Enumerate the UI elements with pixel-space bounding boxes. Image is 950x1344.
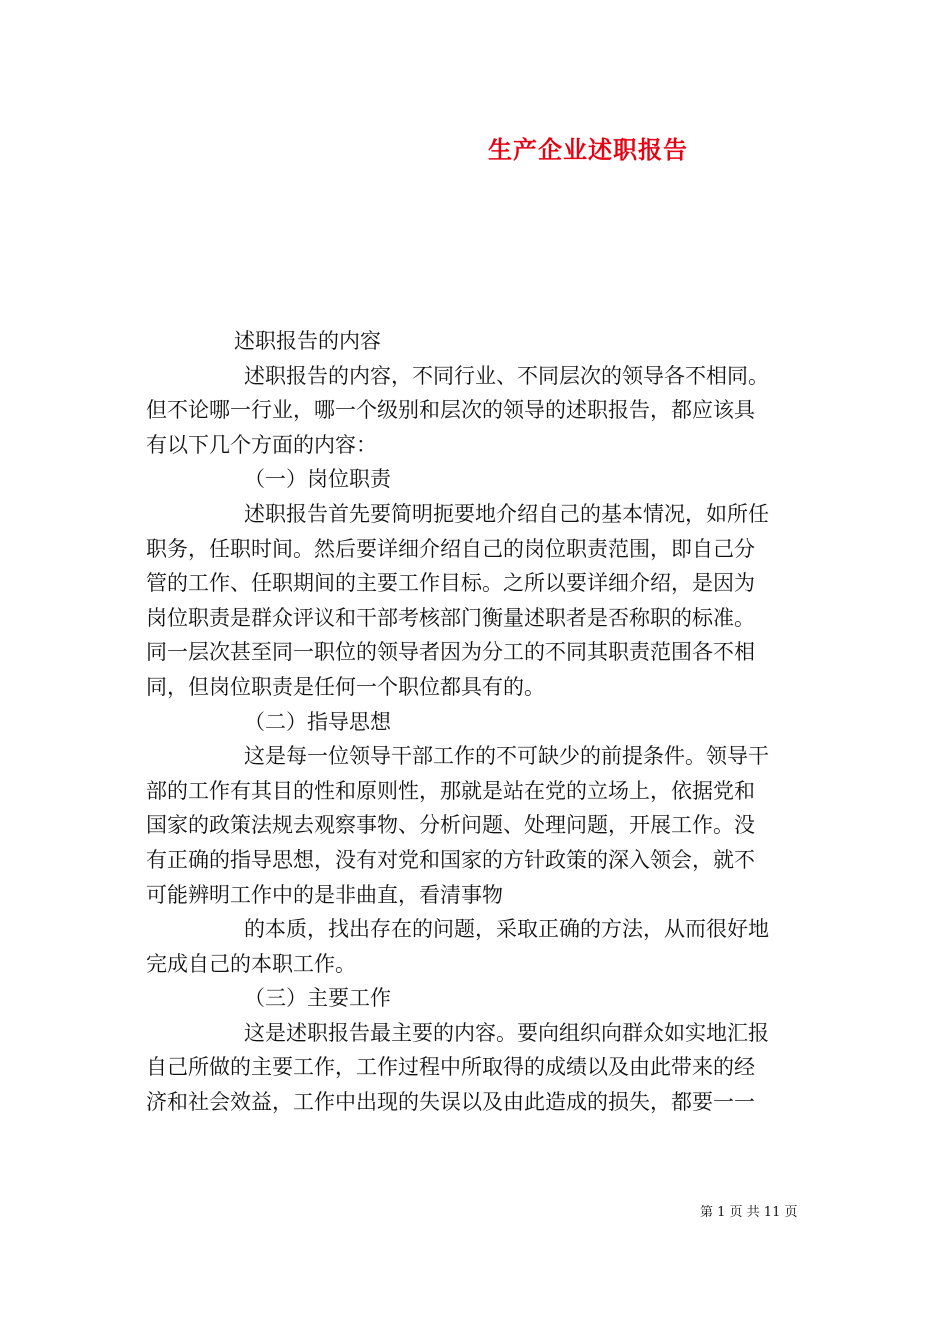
paragraph-line: 这是每一位领导干部工作的不可缺少的前提条件。领导干 — [244, 744, 769, 769]
paragraph-line: 岗位职责是群众评议和干部考核部门衡量述职者是否称职的标准。 — [146, 605, 755, 630]
paragraph-line: 部的工作有其目的性和原则性，那就是站在党的立场上，依据党和 — [146, 778, 755, 803]
paragraph-line: 职务，任职时间。然后要详细介绍自己的岗位职责范围，即自己分 — [146, 536, 755, 561]
paragraph-line: 但不论哪一行业，哪一个级别和层次的领导的述职报告，都应该具 — [146, 398, 755, 423]
paragraph-line: 自己所做的主要工作，工作过程中所取得的成绩以及由此带来的经 — [146, 1055, 755, 1080]
document-title: 生产企业述职报告 — [488, 135, 688, 164]
paragraph-line: 同一层次甚至同一职位的领导者因为分工的不同其职责范围各不相 — [146, 640, 755, 665]
paragraph-line: 国家的政策法规去观察事物、分析问题、处理问题，开展工作。没 — [146, 813, 755, 838]
paragraph-line: 完成自己的本职工作。 — [146, 951, 356, 976]
paragraph-line: 同，但岗位职责是任何一个职位都具有的。 — [146, 674, 545, 699]
subsection-heading: （二）指导思想 — [244, 709, 391, 734]
subsection-heading: （一）岗位职责 — [244, 467, 391, 492]
paragraph-line: 济和社会效益，工作中出现的失误以及由此造成的损失，都要一一 — [146, 1090, 755, 1115]
paragraph-line: 述职报告的内容，不同行业、不同层次的领导各不相同。 — [244, 363, 769, 388]
paragraph-line: 有正确的指导思想，没有对党和国家的方针政策的深入领会，就不 — [146, 847, 755, 872]
page-number: 第 1 页 共 11 页 — [700, 1205, 798, 1220]
subsection-heading: （三）主要工作 — [244, 986, 391, 1011]
paragraph-line: 这是述职报告最主要的内容。要向组织向群众如实地汇报 — [244, 1020, 769, 1045]
section-heading: 述职报告的内容 — [234, 329, 381, 353]
paragraph-line: 可能辨明工作中的是非曲直，看清事物 — [146, 882, 503, 907]
paragraph-line: 述职报告首先要简明扼要地介绍自己的基本情况，如所任 — [244, 501, 769, 526]
paragraph-line: 管的工作、任职期间的主要工作目标。之所以要详细介绍，是因为 — [146, 571, 755, 596]
paragraph-line: 有以下几个方面的内容： — [146, 432, 377, 457]
paragraph-line: 的本质，找出存在的问题，采取正确的方法，从而很好地 — [244, 917, 769, 942]
document-body — [146, 324, 806, 1120]
